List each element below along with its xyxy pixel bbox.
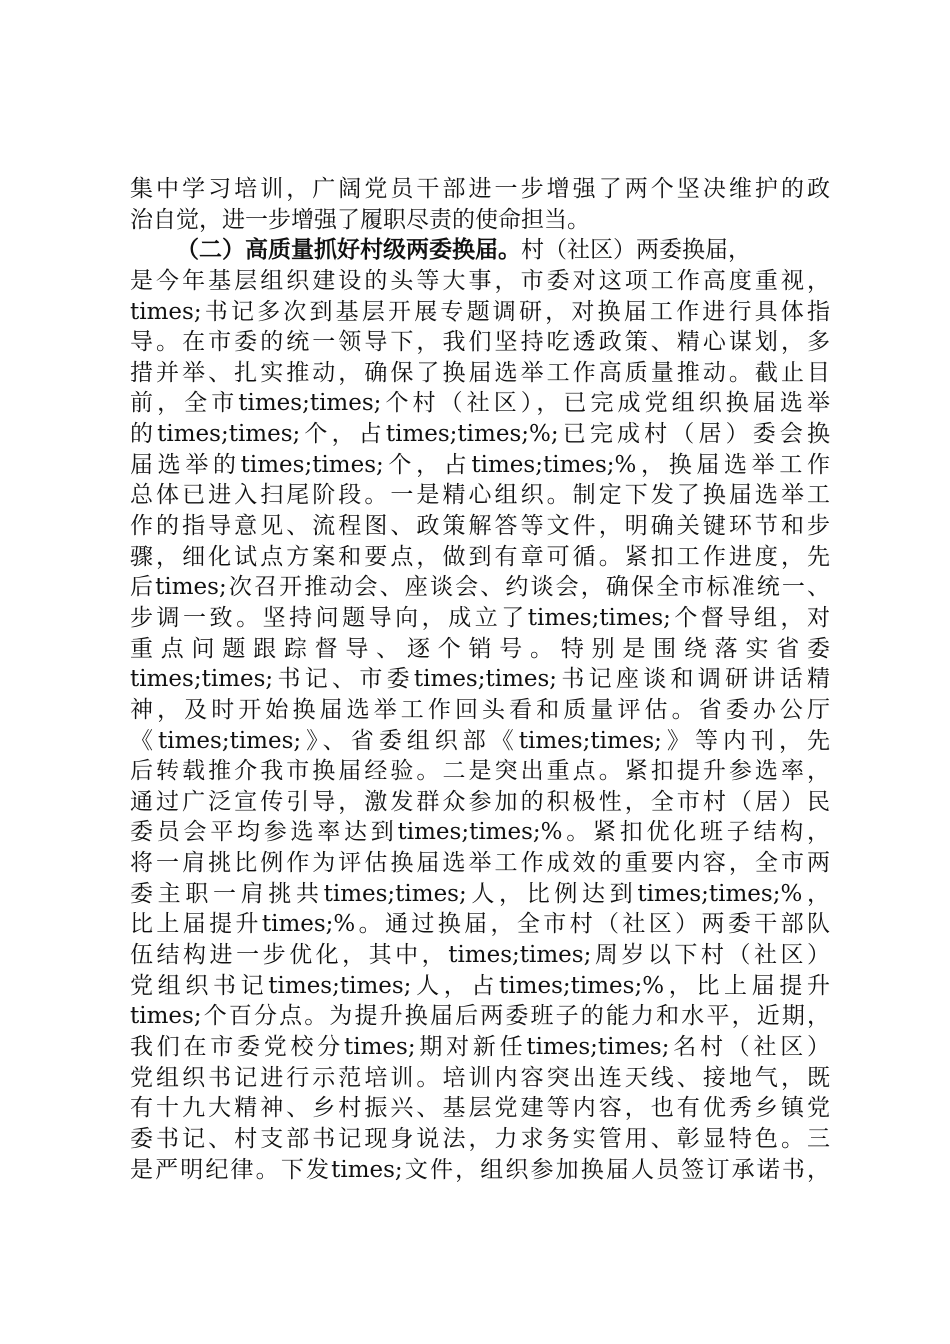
text-run: 村（社区）两委换届， — [521, 237, 751, 264]
text-line: times;书记多次到基层开展专题调研，对换届工作进行具体指 — [130, 298, 830, 325]
text-line: 后转载推介我市换届经验。二是突出重点。紧扣提升参选率， — [130, 758, 830, 785]
text-line: 后times;次召开推动会、座谈会、约谈会，确保全市标准统一、 — [130, 574, 830, 601]
text-line: times;个百分点。为提升换届后两委班子的能力和水平，近期， — [130, 1003, 830, 1030]
section-heading-line — [130, 235, 830, 266]
body-text — [130, 174, 830, 1185]
text-line: 是严明纪律。下发times;文件，组织参加换届人员签订承诺书， — [130, 1156, 830, 1183]
text-line: 步调一致。坚持问题导向，成立了times;times;个督导组，对 — [130, 604, 830, 631]
text-line: times;times;书记、市委times;times;书记座谈和调研讲话精 — [130, 666, 830, 693]
text-line: 措并举、扎实推动，确保了换届选举工作高质量推动。截止目 — [130, 359, 830, 386]
text-line: 治自觉，进一步增强了履职尽责的使命担当。 — [130, 206, 590, 233]
text-line: 作的指导意见、流程图、政策解答等文件，明确关键环节和步 — [130, 513, 830, 540]
section-heading: （二）高质量抓好村级两委换届。 — [176, 236, 521, 264]
text-line: 《times;times;》、省委组织部《times;times;》等内刊，先 — [130, 727, 830, 754]
text-line: 总体已进入扫尾阶段。一是精心组织。制定下发了换届选举工 — [130, 482, 830, 509]
text-line: 党组织书记进行示范培训。培训内容突出连天线、接地气，既 — [130, 1064, 830, 1091]
text-line: 我们在市委党校分times;期对新任times;times;名村（社区） — [130, 1033, 830, 1060]
text-line: 集中学习培训，广阔党员干部进一步增强了两个坚决维护的政 — [130, 176, 830, 202]
text-line: 比上届提升times;%。通过换届，全市村（社区）两委干部队 — [130, 911, 830, 938]
text-line: 是今年基层组织建设的头等大事，市委对这项工作高度重视， — [130, 267, 830, 294]
text-line: 导。在市委的统一领导下，我们坚持吃透政策、精心谋划，多 — [130, 329, 830, 356]
text-line: 委员会平均参选率达到times;times;%。紧扣优化班子结构， — [130, 819, 830, 846]
text-line: 有十九大精神、乡村振兴、基层党建等内容，也有优秀乡镇党 — [130, 1095, 830, 1122]
text-line: 届选举的times;times;个，占times;times;%，换届选举工作 — [130, 451, 830, 478]
text-line: 党组织书记times;times;人，占times;times;%，比上届提升 — [130, 972, 830, 999]
text-line: 前，全市times;times;个村（社区），已完成党组织换届选举 — [130, 390, 830, 417]
text-line: 委主职一肩挑共times;times;人，比例达到times;times;%， — [130, 880, 830, 907]
text-line: 通过广泛宣传引导，激发群众参加的积极性，全市村（居）民 — [130, 788, 830, 815]
text-line: 骤，细化试点方案和要点，做到有章可循。紧扣工作进度，先 — [130, 543, 830, 570]
text-line: 将一肩挑比例作为评估换届选举工作成效的重要内容，全市两 — [130, 850, 830, 877]
text-line: 重点问题跟踪督导、逐个销号。特别是围绕落实省委 — [130, 635, 830, 662]
text-line: 的times;times;个，占times;times;%;已完成村（居）委会换 — [130, 421, 830, 448]
text-line: 委书记、村支部书记现身说法，力求务实管用、彰显特色。三 — [130, 1125, 830, 1152]
text-line: 神，及时开始换届选举工作回头看和质量评估。省委办公厅 — [130, 696, 830, 723]
text-line: 伍结构进一步优化，其中，times;times;周岁以下村（社区） — [130, 942, 830, 969]
